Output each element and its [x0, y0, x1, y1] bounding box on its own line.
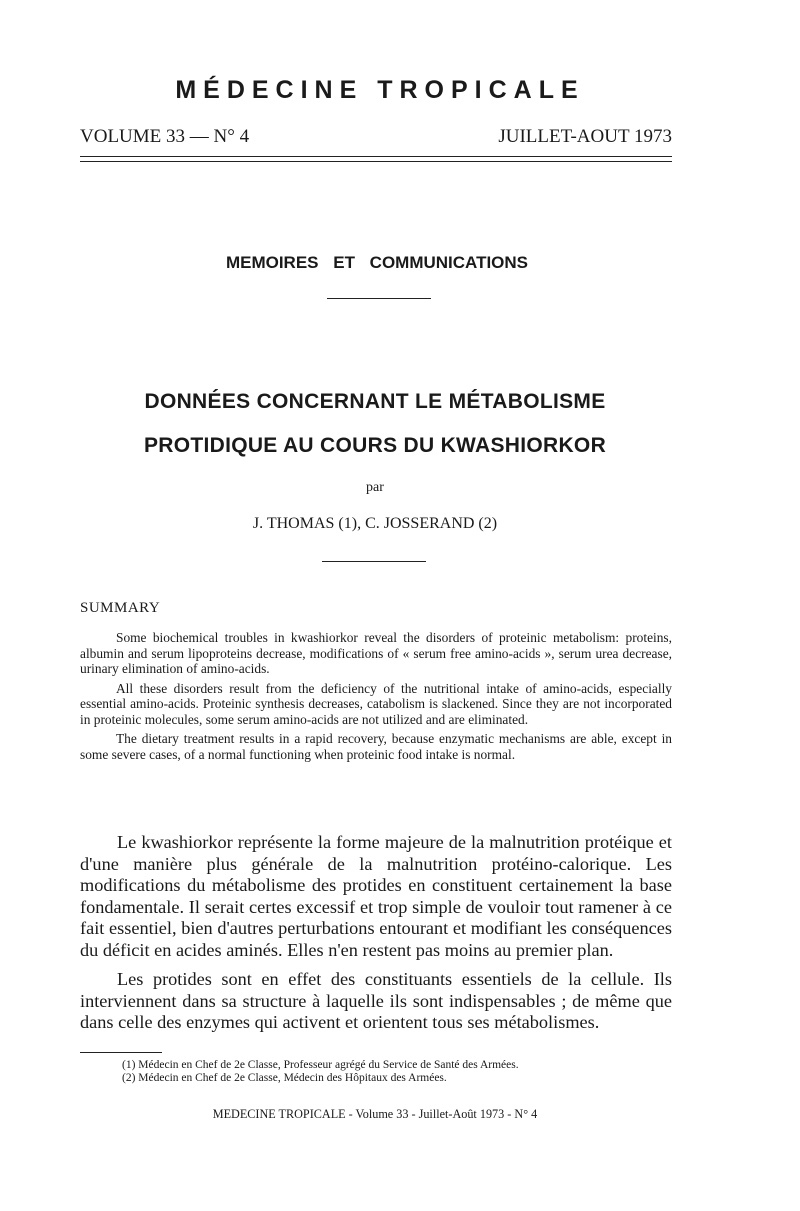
journal-title: MÉDECINE TROPICALE: [175, 76, 585, 104]
footnote-2: (2) Médecin en Chef de 2e Classe, Médecin des Hôpitaux des Armées.: [122, 1072, 447, 1084]
authors-divider: [322, 561, 426, 562]
body-paragraph: Les protides sont en effet des constituants essentiels de la cellule. Ils interviennent dans sa structure à laquelle ils sont indispensables ; de même que dans celle des enzymes qui activent et orientent tous ses métabolismes.: [80, 969, 672, 1032]
body-text: [80, 832, 672, 1042]
by-line: par: [366, 480, 384, 495]
body-paragraph: Le kwashiorkor représente la forme majeure de la malnutrition protéique et d'une manière plus générale de la malnutrition protéino-calorique. Les modifications du métabolisme des protides en constituent certainement la base fondamentale. Il serait certes excessif et trop simple de vouloir tout ramener à ce fait essentiel, bien d'autres perturbations entourant et modifiant les conséquences du déficit en acides aminés. Elles n'en restent pas moins au premier plan.: [80, 832, 672, 960]
issue-date: JUILLET-AOUT 1973: [498, 126, 672, 147]
footnotes: [122, 1059, 519, 1085]
section-divider: [327, 298, 431, 299]
summary-heading: SUMMARY: [80, 600, 161, 616]
section-title: MEMOIRES ET COMMUNICATIONS: [225, 253, 529, 272]
footnote-1: (1) Médecin en Chef de 2e Classe, Professeur agrégé du Service de Santé des Armées.: [122, 1059, 519, 1071]
article-title-line-1: DONNÉES CONCERNANT LE MÉTABOLISME: [144, 390, 606, 413]
header-rule-bottom: [80, 161, 672, 162]
article-title-line-2: PROTIDIQUE AU COURS DU KWASHIORKOR: [143, 434, 607, 457]
summary-text: [80, 630, 672, 766]
page-footer: MEDECINE TROPICALE - Volume 33 - Juillet-Août 1973 - N° 4: [212, 1107, 538, 1121]
authors: J. THOMAS (1), C. JOSSERAND (2): [252, 515, 498, 532]
summary-paragraph: All these disorders result from the deficiency of the nutritional intake of amino-acids, especially essential amino-acids. Proteinic synthesis decreases, catabolism is slackened. Since they are not incorporated in proteinic molecules, some serum amino-acids are not utilized and are eliminated.: [80, 680, 672, 727]
summary-paragraph: Some biochemical troubles in kwashiorkor reveal the disorders of proteinic metabolism: proteins, albumin and serum lipoproteins decrease, modifications of « serum free amino-acids », serum urea decrease, urinary elimination of amino-acids.: [80, 630, 672, 676]
header-rule-top: [80, 156, 672, 157]
footnote-rule: [80, 1052, 162, 1053]
summary-paragraph: The dietary treatment results in a rapid recovery, because enzymatic mechanisms are able, except in some severe cases, of a normal functioning when proteinic food intake is normal.: [80, 731, 672, 762]
volume-number: VOLUME 33 — N° 4: [80, 126, 250, 147]
